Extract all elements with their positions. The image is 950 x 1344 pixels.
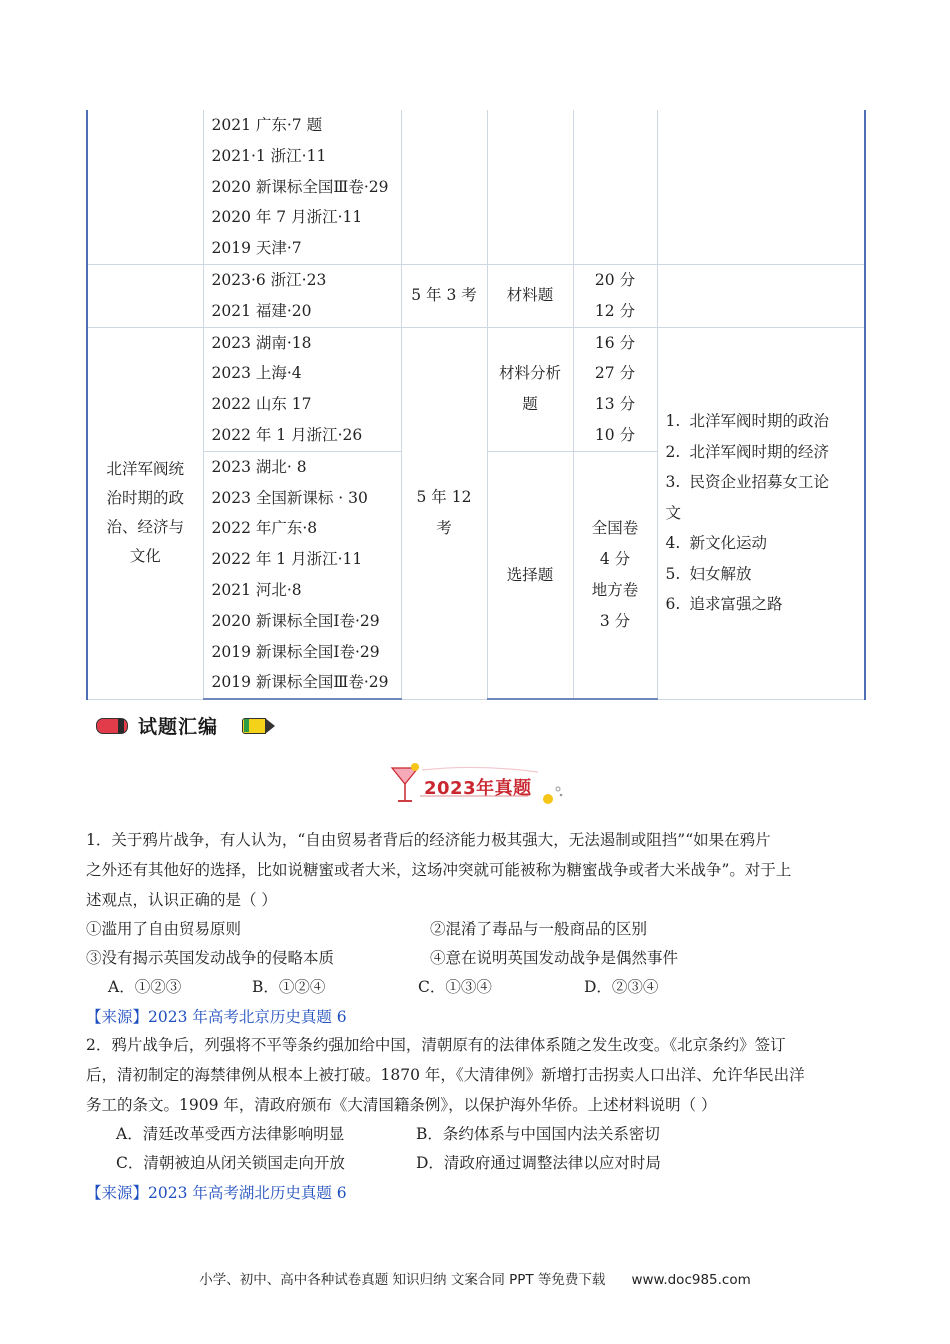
key-points-cell (657, 264, 865, 327)
score-cell (573, 451, 657, 699)
key-point: 1. 北洋军阀时期的政治 (665, 412, 830, 431)
table-row (87, 327, 865, 451)
key-point: 6. 追求富强之路 (665, 595, 783, 614)
source-item: 2022 年广东·8 (211, 519, 318, 538)
score-item: 27 分 (594, 364, 636, 383)
frequency-line: 5 年 12 (416, 488, 472, 507)
score-item: 13 分 (594, 395, 636, 414)
option-a: A．清廷改革受西方法律影响明显 (116, 1125, 345, 1143)
option-a: A．①②③ (108, 978, 182, 996)
question-source: 【来源】2023 年高考湖北历史真题 6 (86, 1184, 347, 1202)
score-item: 12 分 (594, 301, 636, 320)
sources-cell (203, 327, 401, 451)
score-item: 10 分 (594, 425, 636, 444)
source-item: 2023 上海·4 (211, 364, 302, 383)
question-stem-line: 之外还有其他好的选择，比如说糖蜜或者大米，这场冲突就可能被称为糖蜜战争或者大米战争”。对于上 (86, 861, 792, 879)
question-stem-line: 述观点，认识正确的是（ ） (86, 891, 277, 909)
source-item: 2021 河北·8 (211, 580, 302, 599)
section-header (96, 712, 296, 738)
source-item: 2020 新课标全国Ⅲ卷·29 (211, 177, 389, 196)
source-item: 2023 湖北· 8 (211, 457, 307, 476)
question-stem-line: 后，清初制定的海禁律例从根本上被打破。1870 年，《大清律例》新增打击拐卖人口出洋、允许华民出洋 (86, 1066, 805, 1084)
score-cell (573, 264, 657, 327)
score-item: 20 分 (594, 270, 636, 289)
option-d: D．清政府通过调整法律以应对时局 (416, 1154, 661, 1172)
type-cell (487, 327, 573, 451)
score-item: 地方卷 (591, 580, 639, 599)
statement-row (86, 944, 866, 973)
score-cell (573, 327, 657, 451)
sources-cell (203, 264, 401, 327)
source-item: 2023·6 浙江·23 (211, 270, 327, 289)
topic-line: 治时期的政 (106, 489, 184, 508)
year-banner-label: 2023年真题 (424, 778, 532, 799)
type-cell: 选择题 (487, 451, 573, 699)
question-2 (86, 1030, 866, 1208)
source-item: 2022 山东 17 (211, 395, 312, 414)
pencil-tip-icon (265, 718, 275, 734)
options-row (86, 973, 866, 1002)
topic-cell-empty (87, 264, 203, 327)
year-banner (388, 762, 568, 806)
type-cell (487, 110, 573, 264)
source-item: 2019 新课标全国Ⅲ卷·29 (211, 673, 389, 692)
source-item: 2022 年 1 月浙江·11 (211, 550, 363, 569)
key-point: 5. 妇女解放 (665, 564, 752, 583)
frequency-cell: 5 年 3 考 (401, 264, 487, 327)
source-item: 2020 年 7 月浙江·11 (211, 208, 363, 227)
statement: ②混淆了毒品与一般商品的区别 (430, 920, 648, 938)
question-stem-line: 2．鸦片战争后，列强将不平等条约强加给中国，清朝原有的法律体系随之发生改变。《北京条约》签订 (86, 1036, 786, 1054)
page-footer (0, 1268, 950, 1288)
key-point: 3. 民资企业招募女工论 (665, 473, 830, 492)
source-item: 2023 全国新课标 · 30 (211, 488, 368, 507)
footer-text: 小学、初中、高中各种试卷真题 知识归纳 文案合同 PPT 等免费下载 (199, 1272, 606, 1288)
key-point-continuation: 文 (665, 503, 682, 522)
source-item: 2020 新课标全国Ⅰ卷·29 (211, 611, 380, 630)
source-item: 2019 天津·7 (211, 239, 302, 258)
type-cell: 材料题 (487, 264, 573, 327)
score-item: 全国卷 (591, 519, 639, 538)
pencil-band-icon (244, 719, 249, 732)
exam-analysis-table (86, 110, 866, 700)
key-points-cell (657, 110, 865, 264)
question-stem-line: 1．关于鸦片战争，有人认为，“自由贸易者背后的经济能力极其强大，无法遏制或阻挡”“如果在鸦片 (86, 831, 771, 849)
question-source: 【来源】2023 年高考北京历史真题 6 (86, 1008, 347, 1026)
sources-cell (203, 451, 401, 699)
option-c: C．①③④ (418, 978, 492, 996)
key-point: 4. 新文化运动 (665, 534, 768, 553)
source-item: 2021 广东·7 题 (211, 116, 323, 134)
source-item: 2021 福建·20 (211, 301, 312, 320)
topic-cell (87, 327, 203, 699)
footer-url[interactable]: www.doc985.com (631, 1272, 751, 1288)
score-item: 16 分 (594, 333, 636, 352)
section-title: 试题汇编 (138, 716, 219, 738)
topic-line: 治、经济与 (106, 518, 184, 537)
source-item: 2019 新课标全国Ⅰ卷·29 (211, 642, 380, 661)
options-row (86, 1120, 866, 1149)
source-item: 2021·1 浙江·11 (211, 146, 327, 165)
question-stem-line: 务工的条文。1909 年，清政府颁布《大清国籍条例》，以保护海外华侨。上述材料说明（ ） (86, 1096, 717, 1114)
source-item: 2022 年 1 月浙江·26 (211, 425, 363, 444)
score-cell (573, 110, 657, 264)
statement: ④意在说明英国发动战争是偶然事件 (430, 949, 679, 967)
topic-line: 北洋军阀统 (106, 460, 184, 479)
statement-row (86, 915, 866, 944)
type-line: 材料分析 (498, 364, 561, 383)
option-c: C．清朝被迫从闭关锁国走向开放 (116, 1154, 345, 1172)
frequency-cell (401, 110, 487, 264)
option-b: B．①②④ (252, 978, 326, 996)
sources-cell (203, 110, 401, 264)
option-d: D．②③④ (584, 978, 659, 996)
source-item: 2023 湖南·18 (211, 333, 312, 352)
option-b: B．条约体系与中国国内法关系密切 (416, 1125, 660, 1143)
statement: ③没有揭示英国发动战争的侵略本质 (86, 949, 335, 967)
type-line: 题 (522, 395, 538, 414)
topic-line: 文化 (129, 547, 161, 566)
capsule-icon (96, 718, 128, 734)
question-1 (86, 825, 866, 1032)
score-item: 3 分 (599, 611, 631, 630)
score-item: 4 分 (599, 550, 631, 569)
key-point: 2. 北洋军阀时期的经济 (665, 442, 830, 461)
statement: ①滥用了自由贸易原则 (86, 920, 242, 938)
key-points-cell (657, 327, 865, 699)
options-row (86, 1149, 866, 1178)
frequency-cell (401, 327, 487, 699)
table-row (87, 110, 865, 264)
frequency-line: 考 (436, 519, 452, 538)
topic-cell-empty (87, 110, 203, 264)
table-row (87, 264, 865, 327)
